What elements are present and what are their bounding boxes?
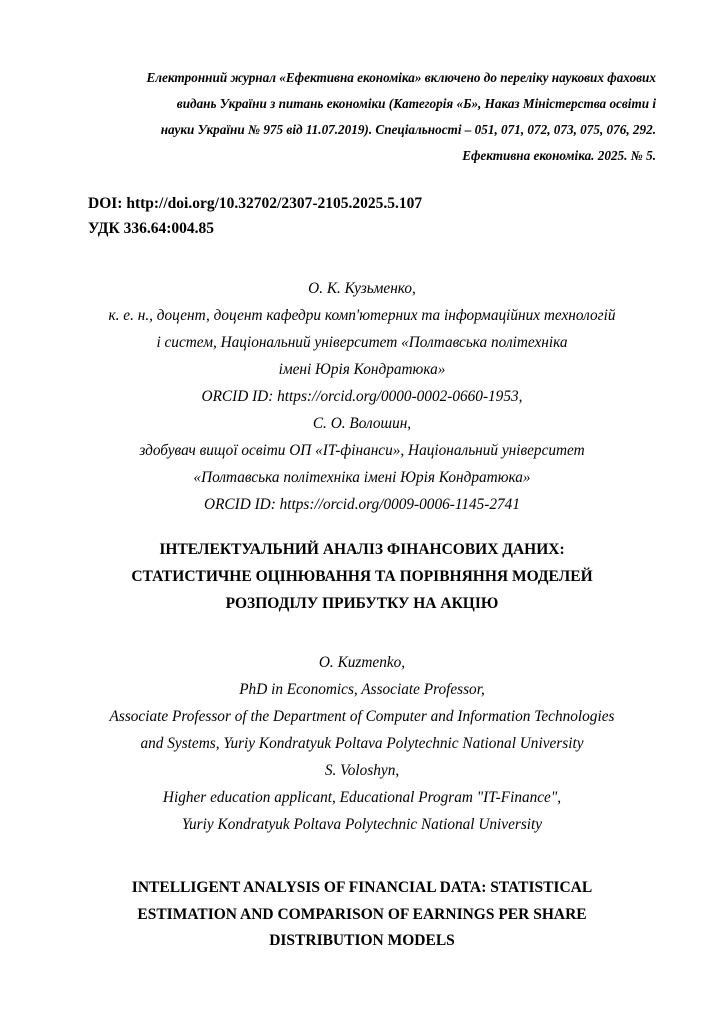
author-ua-line: здобувач вищої освіти ОП «IT-фінанси», Національний університет xyxy=(139,442,585,459)
author-en-line: Yuriy Kondratyuk Poltava Polytechnic National University xyxy=(181,816,543,833)
orcid-line: ORCID ID: https://orcid.org/0009-0006-1145-2741 xyxy=(204,496,520,513)
title-ua-line: РОЗПОДІЛУ ПРИБУТКУ НА АКЦІЮ xyxy=(225,595,499,612)
udc: УДК 336.64:004.85 xyxy=(88,220,214,237)
journal-note-line: Ефективна економіка. 2025. № 5. xyxy=(462,148,656,163)
author-en-line: Higher education applicant, Educational Program "IT-Finance", xyxy=(162,789,562,806)
author-ua-line: «Полтавська політехніка імені Юрія Кондратюка» xyxy=(193,469,531,486)
journal-note-line: Електронний журнал «Ефективна економіка» включено до переліку наукових фахових xyxy=(146,70,656,85)
author-en-line: Associate Professor of the Department of Computer and Information Technologies xyxy=(109,708,615,725)
author-en-line: S. Voloshyn, xyxy=(324,762,400,779)
title-en-line: ESTIMATION AND COMPARISON OF EARNINGS PER SHARE xyxy=(137,906,587,923)
title-ua-line: СТАТИСТИЧНЕ ОЦІНЮВАННЯ ТА ПОРІВНЯННЯ МОДЕЛЕЙ xyxy=(131,568,593,585)
author-en-line: O. Kuzmenko, xyxy=(318,654,406,671)
author-ua-line: к. е. н., доцент, доцент кафедри комп'ютерних та інформаційних технологій xyxy=(108,307,616,324)
journal-note-line: науки України № 975 від 11.07.2019). Спеціальності – 051, 071, 072, 073, 075, 076, 292. xyxy=(160,122,656,137)
title-en-line: DISTRIBUTION MODELS xyxy=(269,932,455,949)
journal-note-line: видань України з питань економіки (Категорія «Б», Наказ Міністерства освіти і xyxy=(176,96,656,111)
author-en-line: and Systems, Yuriy Kondratyuk Poltava Polytechnic National University xyxy=(140,735,584,752)
title-en-line: INTELLIGENT ANALYSIS OF FINANCIAL DATA: STATISTICAL xyxy=(131,879,593,896)
orcid-line: ORCID ID: https://orcid.org/0000-0002-0660-1953, xyxy=(201,388,523,405)
title-ua-line: ІНТЕЛЕКТУАЛЬНИЙ АНАЛІЗ ФІНАНСОВИХ ДАНИХ: xyxy=(159,541,565,558)
author-ua-line: С. О. Волошин, xyxy=(312,415,412,432)
author-ua-line: імені Юрія Кондратюка» xyxy=(278,361,446,378)
author-en-line: PhD in Economics, Associate Professor, xyxy=(239,681,485,698)
author-ua-line: О. К. Кузьменко, xyxy=(308,280,416,297)
author-ua-line: і систем, Національний університет «Полтавська політехніка xyxy=(156,334,568,351)
doi: DOI: http://doi.org/10.32702/2307-2105.2025.5.107 xyxy=(88,195,423,212)
